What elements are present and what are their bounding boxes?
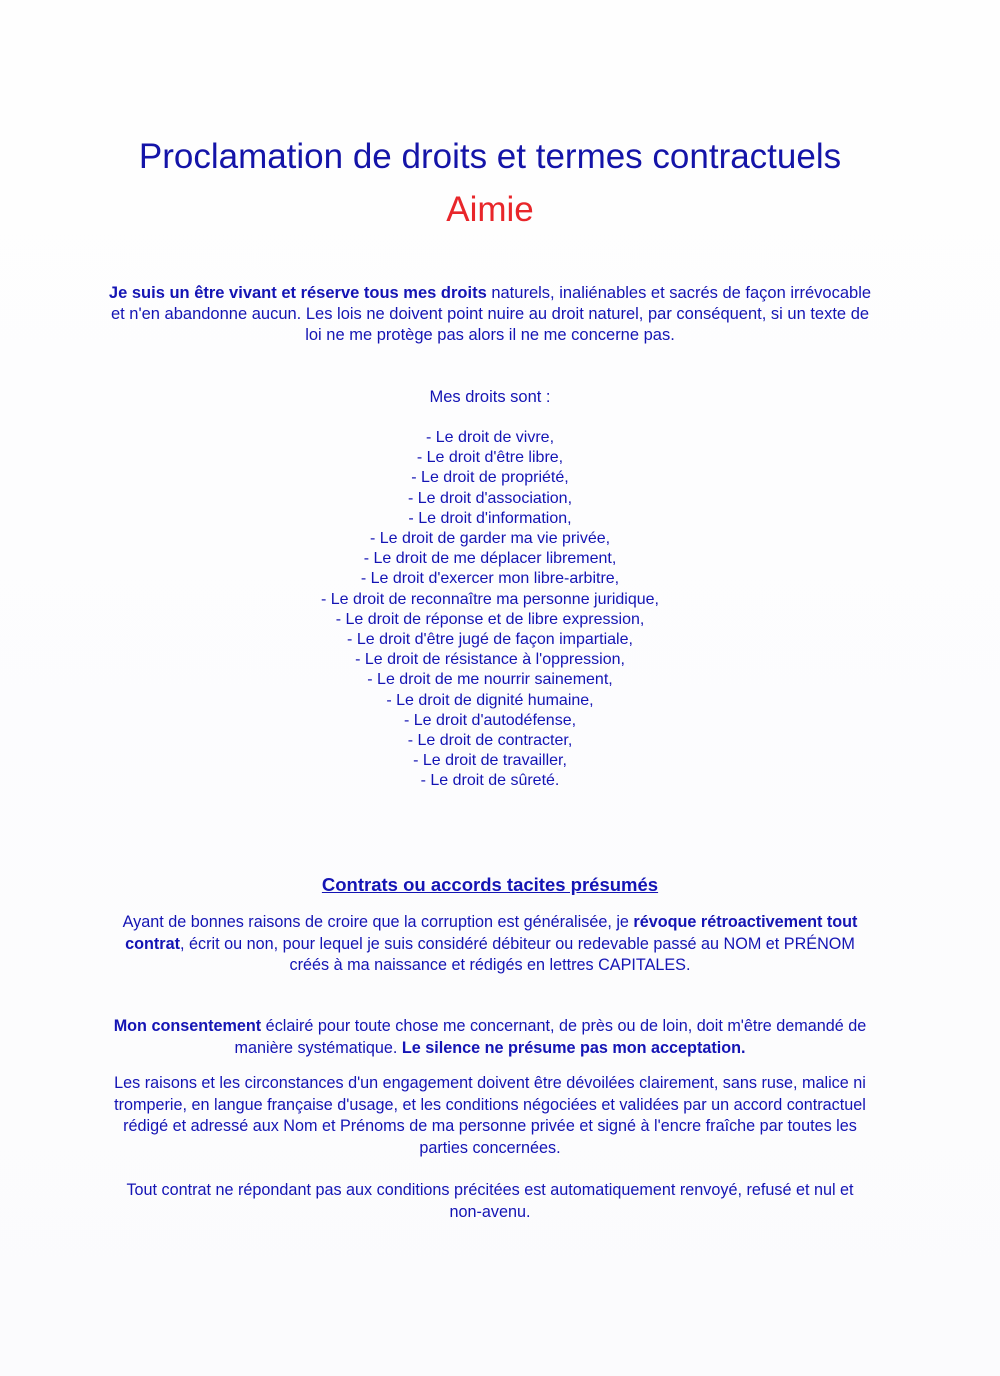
list-item: - Le droit de propriété, [411, 469, 569, 487]
list-item: - Le droit de sûreté. [420, 772, 560, 790]
para1-part-c: , écrit ou non, pour lequel je suis considéré débiteur ou redevable passé au NOM et PRÉNOM créés à ma naissance et rédigés en lettres CAPITALES. [180, 934, 855, 974]
list-item: - Le droit de dignité humaine, [386, 691, 594, 709]
list-item: - Le droit d'être jugé de façon impartiale, [347, 631, 633, 649]
para1-part-a: Ayant de bonnes raisons de croire que la corruption est généralisée, je [122, 913, 634, 931]
rights-list [250, 428, 730, 792]
list-item: - Le droit de résistance à l'oppression, [355, 651, 625, 669]
title-main: Proclamation de droits et termes contractuels [138, 137, 842, 176]
para2-part-b: éclairé pour toute chose me concernant, de près ou de loin, doit m'être demandé de manière systématique. [234, 1017, 867, 1057]
list-item: - Le droit de contracter, [407, 732, 573, 750]
list-item: - Le droit de réponse et de libre expression, [335, 610, 645, 628]
intro-rest: naturels, inaliénables et sacrés de façon irrévocable et n'en abandonne aucun. Les lois ne doivent point nuire au droit naturel, par conséquent, si un texte de loi ne me protège pas alors il ne me concerne pas. [110, 284, 872, 344]
para2-part-c: Le silence ne présume pas mon acceptation. [401, 1038, 746, 1057]
document-title [100, 130, 880, 236]
rights-heading: Mes droits sont : [429, 388, 551, 406]
section-title: Contrats ou accords tacites présumés [321, 874, 659, 895]
list-item: - Le droit d'association, [407, 489, 573, 507]
list-item: - Le droit de me nourrir sainement, [367, 671, 613, 689]
intro-paragraph [105, 283, 875, 346]
paragraph-nullity: Tout contrat ne répondant pas aux conditions précitées est automatiquement renvoyé, refusé et nul et non-avenu. [126, 1181, 854, 1221]
list-item: - Le droit d'autodéfense, [403, 711, 577, 729]
title-name: Aimie [446, 190, 534, 229]
list-item: - Le droit d'être libre, [416, 449, 564, 467]
list-item: - Le droit d'exercer mon libre-arbitre, [360, 570, 620, 588]
list-item: - Le droit de vivre, [425, 429, 555, 446]
list-item: - Le droit d'information, [408, 509, 572, 527]
para2-part-a: Mon consentement [113, 1017, 262, 1035]
paragraph-revocation [110, 912, 870, 977]
paragraph-consent [110, 1016, 870, 1059]
intro-bold-lead: Je suis un être vivant et réserve tous mes droits [108, 284, 487, 302]
para1-part-b: révoque rétroactivement tout contrat [125, 913, 858, 953]
list-item: - Le droit de reconnaître ma personne juridique, [321, 590, 659, 608]
list-item: - Le droit de travailler, [413, 752, 567, 770]
list-item: - Le droit de me déplacer librement, [363, 550, 617, 568]
paragraph-conditions: Les raisons et les circonstances d'un engagement doivent être dévoilées clairement, sans ruse, malice ni tromperie, en langue française d'usage, et les conditions négociées et validées par un accord contractuel rédigé et adressé aux Nom et Prénoms de ma personne privée et signé à l'encre fraîche par toutes les parties concernées. [114, 1074, 866, 1157]
list-item: - Le droit de garder ma vie privée, [369, 530, 611, 548]
